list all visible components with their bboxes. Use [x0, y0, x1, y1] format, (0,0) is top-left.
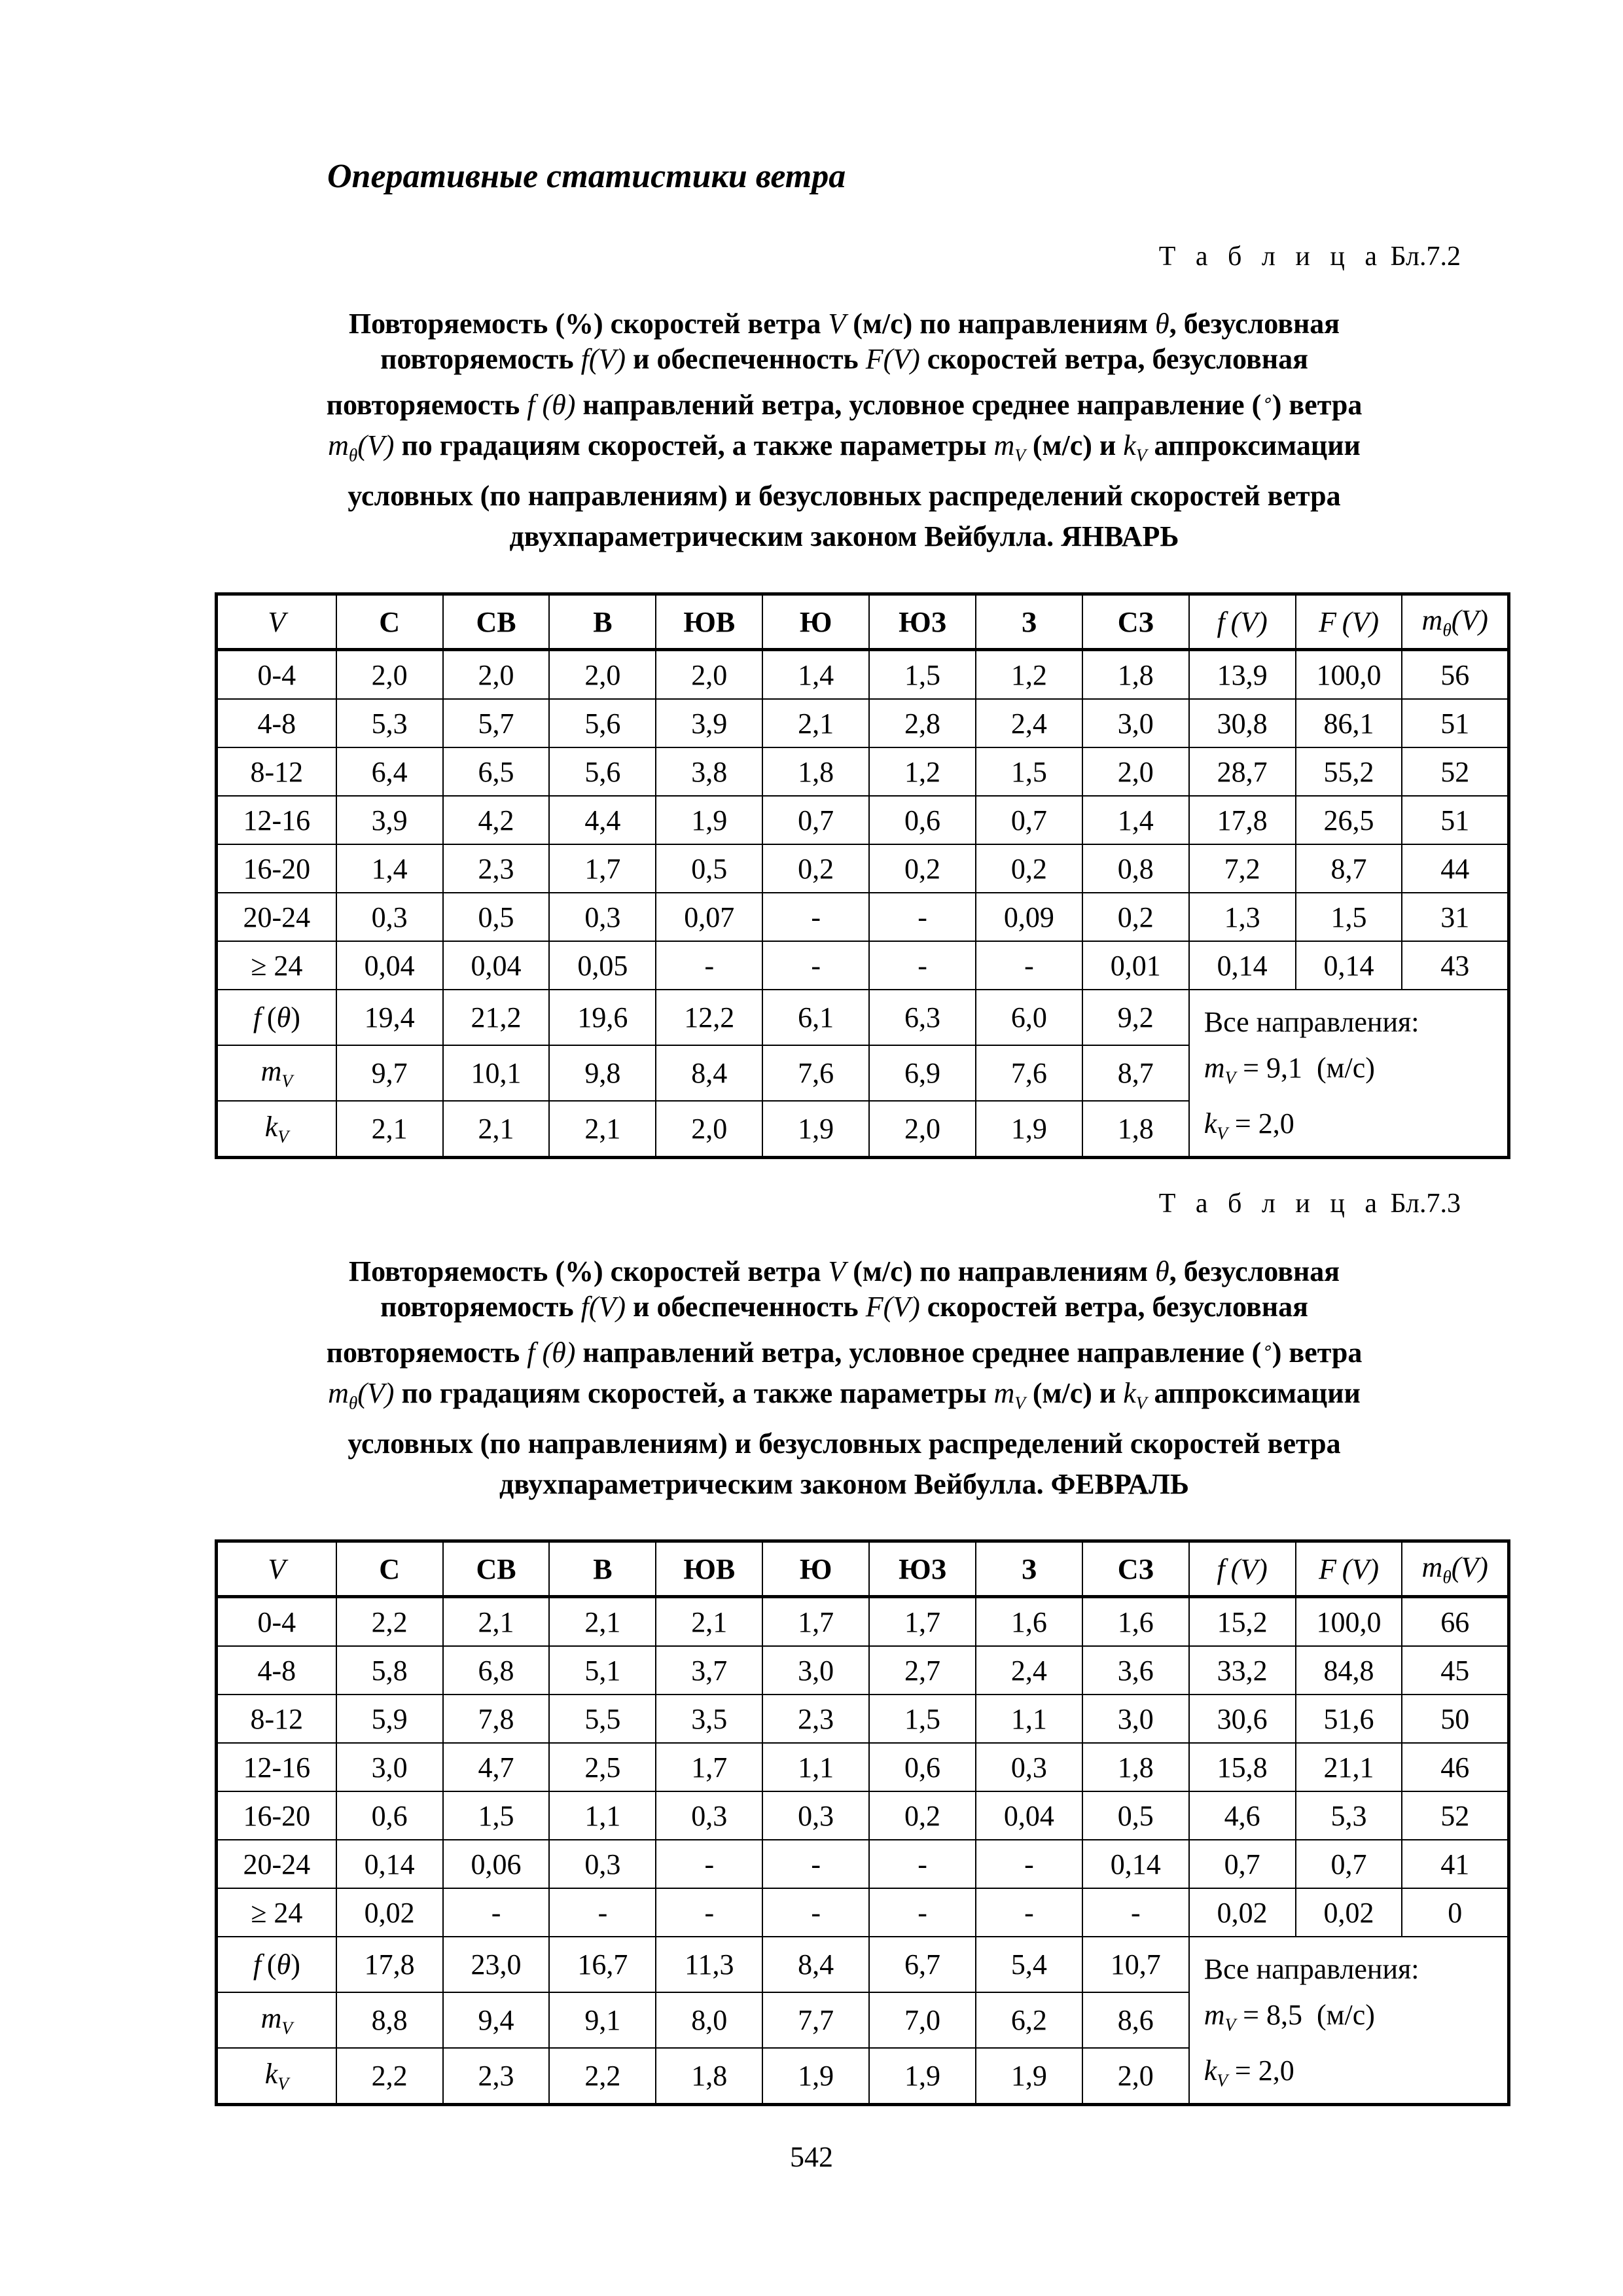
- value-cell: 9,4: [443, 1992, 550, 2048]
- value-cell: 7,7: [762, 1992, 869, 2048]
- value-cell: 1,1: [976, 1695, 1082, 1743]
- value-cell: 1,8: [656, 2048, 762, 2105]
- section-title: Оперативные статистики ветра: [327, 158, 846, 195]
- value-cell: 86,1: [1296, 699, 1402, 747]
- speed-range-cell: 20-24: [217, 893, 336, 941]
- value-cell: 1,5: [1296, 893, 1402, 941]
- table-row: [217, 699, 1509, 747]
- value-cell: 1,6: [976, 1597, 1082, 1647]
- value-cell: 0,2: [762, 844, 869, 893]
- value-cell: 52: [1402, 747, 1508, 796]
- table-row: [217, 650, 1509, 700]
- value-cell: 56: [1402, 650, 1508, 700]
- value-cell: 1,5: [443, 1791, 550, 1840]
- table-label: [1159, 241, 1461, 272]
- value-cell: 0,3: [656, 1791, 762, 1840]
- caption-line: Повторяемость (%) скоростей ветра V (м/с) по направлениям θ, безусловная: [348, 308, 1340, 340]
- value-cell: 0,09: [976, 893, 1082, 941]
- header-speed-symbol: V: [217, 1541, 336, 1597]
- table-row: [217, 1646, 1509, 1695]
- value-cell: 46: [1402, 1743, 1508, 1791]
- value-cell: 3,9: [336, 796, 443, 844]
- caption-line: повторяемость f(V) и обеспеченность F(V) скоростей ветра, безусловная: [380, 1291, 1308, 1323]
- value-cell: 28,7: [1189, 747, 1296, 796]
- caption-line: $m_\theta(V)$ по градациям скоростей, а также параметры $m_V$ (м/с) и $k_V$ аппроксимации: [328, 1377, 1361, 1413]
- value-cell: -: [976, 1888, 1082, 1937]
- value-cell: 5,9: [336, 1695, 443, 1743]
- caption-line: повторяемость f (θ) направлений ветра, условное среднее направление (∘) ветра: [326, 389, 1363, 422]
- value-cell: 1,3: [1189, 893, 1296, 941]
- speed-range-cell: 12-16: [217, 796, 336, 844]
- value-cell: 4,4: [549, 796, 656, 844]
- value-cell: -: [656, 1840, 762, 1888]
- value-cell: 3,5: [656, 1695, 762, 1743]
- table-body: [217, 1541, 1509, 2105]
- table-row: [217, 893, 1509, 941]
- value-cell: 0,5: [443, 893, 550, 941]
- summary-label-ft: f (θ): [217, 1937, 336, 1992]
- value-cell: 17,8: [336, 1937, 443, 1992]
- table-caption: [216, 306, 1472, 554]
- value-cell: 0,2: [869, 844, 976, 893]
- value-cell: 6,5: [443, 747, 550, 796]
- value-cell: 2,4: [976, 699, 1082, 747]
- value-cell: 0,02: [336, 1888, 443, 1937]
- value-cell: 2,0: [443, 650, 550, 700]
- value-cell: 0,7: [762, 796, 869, 844]
- value-cell: 16,7: [549, 1937, 656, 1992]
- value-cell: 2,2: [336, 1597, 443, 1647]
- value-cell: 9,8: [549, 1045, 656, 1101]
- value-cell: -: [1082, 1888, 1189, 1937]
- table-row: [217, 1597, 1509, 1647]
- value-cell: 6,2: [976, 1992, 1082, 2048]
- header-row: [217, 1541, 1509, 1597]
- wind-table: [215, 1539, 1510, 2106]
- value-cell: 6,7: [869, 1937, 976, 1992]
- header-direction: СЗ: [1082, 1541, 1189, 1597]
- summary-label-kv: $k_V$: [217, 2048, 336, 2105]
- value-cell: 5,8: [336, 1646, 443, 1695]
- value-cell: 5,6: [549, 747, 656, 796]
- value-cell: 2,0: [656, 1101, 762, 1158]
- value-cell: 0,6: [869, 796, 976, 844]
- all-directions-kv: $k_V = 2,0$: [1204, 1107, 1294, 1143]
- value-cell: 2,0: [656, 650, 762, 700]
- value-cell: 6,8: [443, 1646, 550, 1695]
- header-direction: ЮВ: [656, 1541, 762, 1597]
- value-cell: 13,9: [1189, 650, 1296, 700]
- value-cell: 1,4: [336, 844, 443, 893]
- caption-line: двухпараметрическим законом Вейбулла. ЯНВАРЬ: [509, 520, 1179, 552]
- value-cell: 6,1: [762, 990, 869, 1045]
- value-cell: 5,7: [443, 699, 550, 747]
- header-direction: З: [976, 594, 1082, 650]
- value-cell: 0,04: [336, 941, 443, 990]
- header-direction: СВ: [443, 594, 550, 650]
- value-cell: 7,6: [762, 1045, 869, 1101]
- header-fV-symbol: f (V): [1189, 1541, 1296, 1597]
- value-cell: 100,0: [1296, 650, 1402, 700]
- value-cell: 10,7: [1082, 1937, 1189, 1992]
- caption-line: повторяемость f (θ) направлений ветра, условное среднее направление (∘) ветра: [326, 1336, 1363, 1369]
- value-cell: 1,8: [1082, 650, 1189, 700]
- value-cell: -: [549, 1888, 656, 1937]
- value-cell: -: [762, 893, 869, 941]
- header-direction: В: [549, 1541, 656, 1597]
- value-cell: 2,1: [443, 1597, 550, 1647]
- summary-label-kv: $k_V$: [217, 1101, 336, 1158]
- speed-range-cell: 0-4: [217, 650, 336, 700]
- table-label-word: Т а б л и ц а: [1158, 1189, 1383, 1219]
- table-row: [217, 796, 1509, 844]
- value-cell: 1,9: [762, 1101, 869, 1158]
- caption-line: двухпараметрическим законом Вейбулла. ФЕВРАЛЬ: [499, 1467, 1190, 1500]
- value-cell: 5,1: [549, 1646, 656, 1695]
- value-cell: 1,4: [762, 650, 869, 700]
- value-cell: 2,2: [336, 2048, 443, 2105]
- header-direction: С: [336, 1541, 443, 1597]
- value-cell: 0,3: [762, 1791, 869, 1840]
- value-cell: 6,0: [976, 990, 1082, 1045]
- value-cell: 3,6: [1082, 1646, 1189, 1695]
- value-cell: 1,7: [762, 1597, 869, 1647]
- value-cell: 66: [1402, 1597, 1508, 1647]
- value-cell: -: [443, 1888, 550, 1937]
- value-cell: -: [869, 1840, 976, 1888]
- value-cell: 1,2: [976, 650, 1082, 700]
- caption-line: $m_\theta(V)$ по градациям скоростей, а также параметры $m_V$ (м/с) и $k_V$ аппроксимации: [328, 429, 1361, 465]
- value-cell: 15,8: [1189, 1743, 1296, 1791]
- value-cell: 0,2: [1082, 893, 1189, 941]
- value-cell: 7,0: [869, 1992, 976, 2048]
- value-cell: 0: [1402, 1888, 1508, 1937]
- value-cell: 7,2: [1189, 844, 1296, 893]
- value-cell: 0,04: [443, 941, 550, 990]
- value-cell: 0,14: [1189, 941, 1296, 990]
- all-directions-cell: [1189, 1937, 1509, 2105]
- value-cell: 1,7: [656, 1743, 762, 1791]
- value-cell: 0,04: [976, 1791, 1082, 1840]
- value-cell: 0,3: [336, 893, 443, 941]
- value-cell: 0,5: [656, 844, 762, 893]
- value-cell: 17,8: [1189, 796, 1296, 844]
- value-cell: 21,1: [1296, 1743, 1402, 1791]
- value-cell: 6,3: [869, 990, 976, 1045]
- caption-line: Повторяемость (%) скоростей ветра V (м/с) по направлениям θ, безусловная: [348, 1255, 1340, 1287]
- value-cell: 2,1: [549, 1597, 656, 1647]
- value-cell: 3,8: [656, 747, 762, 796]
- value-cell: 3,0: [1082, 1695, 1189, 1743]
- value-cell: 0,6: [336, 1791, 443, 1840]
- table-caption: [216, 1254, 1472, 1502]
- value-cell: 2,0: [549, 650, 656, 700]
- value-cell: 1,8: [762, 747, 869, 796]
- value-cell: 3,0: [1082, 699, 1189, 747]
- value-cell: 30,6: [1189, 1695, 1296, 1743]
- value-cell: 0,14: [1296, 941, 1402, 990]
- value-cell: 33,2: [1189, 1646, 1296, 1695]
- table-row: [217, 1888, 1509, 1937]
- value-cell: 19,4: [336, 990, 443, 1045]
- all-directions-kv: $k_V = 2,0$: [1204, 2054, 1294, 2090]
- value-cell: 100,0: [1296, 1597, 1402, 1647]
- all-directions-mv: $m_V = 8,5$ (м/с): [1204, 1999, 1375, 2035]
- value-cell: 2,8: [869, 699, 976, 747]
- speed-range-cell: 8-12: [217, 747, 336, 796]
- table-label-word: Т а б л и ц а: [1158, 242, 1383, 272]
- value-cell: 0,05: [549, 941, 656, 990]
- value-cell: 2,0: [1082, 2048, 1189, 2105]
- value-cell: 1,9: [869, 2048, 976, 2105]
- value-cell: 0,14: [336, 1840, 443, 1888]
- value-cell: 2,0: [336, 650, 443, 700]
- value-cell: 2,1: [336, 1101, 443, 1158]
- value-cell: 8,7: [1082, 1045, 1189, 1101]
- caption-line: условных (по направлениям) и безусловных распределений скоростей ветра: [348, 479, 1341, 512]
- value-cell: 0,8: [1082, 844, 1189, 893]
- header-direction: СЗ: [1082, 594, 1189, 650]
- value-cell: 8,4: [762, 1937, 869, 1992]
- value-cell: 9,2: [1082, 990, 1189, 1045]
- header-direction: ЮЗ: [869, 1541, 976, 1597]
- all-directions-title: Все направления:: [1204, 1006, 1419, 1038]
- value-cell: -: [762, 941, 869, 990]
- value-cell: 2,1: [762, 699, 869, 747]
- wind-table: [215, 592, 1510, 1159]
- all-directions-cell: [1189, 990, 1509, 1158]
- value-cell: 1,1: [762, 1743, 869, 1791]
- header-direction: ЮЗ: [869, 594, 976, 650]
- value-cell: 4,7: [443, 1743, 550, 1791]
- value-cell: 12,2: [656, 990, 762, 1045]
- value-cell: 55,2: [1296, 747, 1402, 796]
- all-directions-title: Все направления:: [1204, 1953, 1419, 1985]
- value-cell: 2,0: [1082, 747, 1189, 796]
- value-cell: -: [762, 1840, 869, 1888]
- value-cell: -: [656, 1888, 762, 1937]
- value-cell: 3,0: [762, 1646, 869, 1695]
- value-cell: 30,8: [1189, 699, 1296, 747]
- speed-range-cell: 8-12: [217, 1695, 336, 1743]
- value-cell: 21,2: [443, 990, 550, 1045]
- page-number: 542: [790, 2141, 833, 2173]
- value-cell: -: [976, 941, 1082, 990]
- header-direction: В: [549, 594, 656, 650]
- all-directions-mv: $m_V = 9,1$ (м/с): [1204, 1052, 1375, 1088]
- value-cell: 41: [1402, 1840, 1508, 1888]
- value-cell: 1,2: [869, 747, 976, 796]
- value-cell: 1,7: [549, 844, 656, 893]
- value-cell: 2,1: [656, 1597, 762, 1647]
- value-cell: -: [869, 893, 976, 941]
- header-FV-symbol: F (V): [1296, 594, 1402, 650]
- value-cell: 0,7: [976, 796, 1082, 844]
- value-cell: 0,7: [1189, 1840, 1296, 1888]
- value-cell: 1,5: [869, 1695, 976, 1743]
- speed-range-cell: 4-8: [217, 699, 336, 747]
- value-cell: 2,3: [762, 1695, 869, 1743]
- value-cell: 8,7: [1296, 844, 1402, 893]
- header-FV-symbol: F (V): [1296, 1541, 1402, 1597]
- speed-range-cell: ≥ 24: [217, 1888, 336, 1937]
- value-cell: 0,7: [1296, 1840, 1402, 1888]
- summary-row: [217, 1937, 1509, 1992]
- value-cell: 45: [1402, 1646, 1508, 1695]
- value-cell: 0,3: [976, 1743, 1082, 1791]
- value-cell: 2,3: [443, 844, 550, 893]
- value-cell: 5,5: [549, 1695, 656, 1743]
- header-direction: С: [336, 594, 443, 650]
- value-cell: 5,6: [549, 699, 656, 747]
- value-cell: 0,5: [1082, 1791, 1189, 1840]
- value-cell: -: [976, 1840, 1082, 1888]
- value-cell: 52: [1402, 1791, 1508, 1840]
- value-cell: 51: [1402, 699, 1508, 747]
- value-cell: 7,6: [976, 1045, 1082, 1101]
- value-cell: -: [869, 1888, 976, 1937]
- header-speed-symbol: V: [217, 594, 336, 650]
- value-cell: 51: [1402, 796, 1508, 844]
- value-cell: 10,1: [443, 1045, 550, 1101]
- table-row: [217, 1743, 1509, 1791]
- summary-label-mv: $m_V$: [217, 1045, 336, 1101]
- header-direction: СВ: [443, 1541, 550, 1597]
- value-cell: 3,9: [656, 699, 762, 747]
- value-cell: 31: [1402, 893, 1508, 941]
- value-cell: 1,9: [762, 2048, 869, 2105]
- value-cell: 1,7: [869, 1597, 976, 1647]
- header-fV-symbol: f (V): [1189, 594, 1296, 650]
- value-cell: 1,9: [656, 796, 762, 844]
- value-cell: 1,8: [1082, 1101, 1189, 1158]
- value-cell: 0,14: [1082, 1840, 1189, 1888]
- value-cell: 8,4: [656, 1045, 762, 1101]
- value-cell: 1,1: [549, 1791, 656, 1840]
- value-cell: -: [656, 941, 762, 990]
- value-cell: 11,3: [656, 1937, 762, 1992]
- value-cell: 3,0: [336, 1743, 443, 1791]
- summary-label-ft: f (θ): [217, 990, 336, 1045]
- value-cell: 2,1: [549, 1101, 656, 1158]
- value-cell: 0,6: [869, 1743, 976, 1791]
- table-row: [217, 1840, 1509, 1888]
- table-body: [217, 594, 1509, 1158]
- value-cell: 4,6: [1189, 1791, 1296, 1840]
- value-cell: 50: [1402, 1695, 1508, 1743]
- value-cell: 84,8: [1296, 1646, 1402, 1695]
- value-cell: 51,6: [1296, 1695, 1402, 1743]
- value-cell: 7,8: [443, 1695, 550, 1743]
- table-label: [1159, 1188, 1461, 1219]
- speed-range-cell: ≥ 24: [217, 941, 336, 990]
- value-cell: 0,01: [1082, 941, 1189, 990]
- summary-row: [217, 990, 1509, 1045]
- value-cell: 8,8: [336, 1992, 443, 2048]
- speed-range-cell: 20-24: [217, 1840, 336, 1888]
- value-cell: 1,9: [976, 2048, 1082, 2105]
- value-cell: 0,02: [1296, 1888, 1402, 1937]
- value-cell: 6,9: [869, 1045, 976, 1101]
- table-row: [217, 1791, 1509, 1840]
- value-cell: 0,3: [549, 893, 656, 941]
- header-direction: Ю: [762, 1541, 869, 1597]
- value-cell: 1,5: [869, 650, 976, 700]
- value-cell: 15,2: [1189, 1597, 1296, 1647]
- value-cell: 5,3: [336, 699, 443, 747]
- value-cell: 2,7: [869, 1646, 976, 1695]
- value-cell: 2,2: [549, 2048, 656, 2105]
- header-direction: Ю: [762, 594, 869, 650]
- header-direction: З: [976, 1541, 1082, 1597]
- value-cell: 0,2: [976, 844, 1082, 893]
- value-cell: 9,1: [549, 1992, 656, 2048]
- value-cell: 2,3: [443, 2048, 550, 2105]
- value-cell: 19,6: [549, 990, 656, 1045]
- value-cell: 0,3: [549, 1840, 656, 1888]
- speed-range-cell: 16-20: [217, 1791, 336, 1840]
- value-cell: 1,4: [1082, 796, 1189, 844]
- speed-range-cell: 12-16: [217, 1743, 336, 1791]
- table-label-number: Бл.7.2: [1390, 242, 1461, 272]
- value-cell: 1,6: [1082, 1597, 1189, 1647]
- header-direction: ЮВ: [656, 594, 762, 650]
- table-label-number: Бл.7.3: [1390, 1189, 1461, 1219]
- value-cell: 26,5: [1296, 796, 1402, 844]
- value-cell: 2,1: [443, 1101, 550, 1158]
- value-cell: -: [869, 941, 976, 990]
- value-cell: 8,0: [656, 1992, 762, 2048]
- table-row: [217, 941, 1509, 990]
- table-row: [217, 1695, 1509, 1743]
- header-mtV-symbol: $m_\theta(V)$: [1402, 594, 1508, 650]
- value-cell: 6,4: [336, 747, 443, 796]
- value-cell: 4,2: [443, 796, 550, 844]
- value-cell: 9,7: [336, 1045, 443, 1101]
- header-row: [217, 594, 1509, 650]
- value-cell: 5,3: [1296, 1791, 1402, 1840]
- value-cell: 0,07: [656, 893, 762, 941]
- value-cell: 2,4: [976, 1646, 1082, 1695]
- value-cell: 0,2: [869, 1791, 976, 1840]
- speed-range-cell: 0-4: [217, 1597, 336, 1647]
- value-cell: 23,0: [443, 1937, 550, 1992]
- value-cell: 2,0: [869, 1101, 976, 1158]
- caption-line: повторяемость f(V) и обеспеченность F(V) скоростей ветра, безусловная: [380, 343, 1308, 375]
- header-mtV-symbol: $m_\theta(V)$: [1402, 1541, 1508, 1597]
- value-cell: 2,5: [549, 1743, 656, 1791]
- value-cell: 8,6: [1082, 1992, 1189, 2048]
- caption-line: условных (по направлениям) и безусловных распределений скоростей ветра: [348, 1427, 1341, 1460]
- value-cell: -: [762, 1888, 869, 1937]
- value-cell: 5,4: [976, 1937, 1082, 1992]
- value-cell: 44: [1402, 844, 1508, 893]
- summary-label-mv: $m_V$: [217, 1992, 336, 2048]
- value-cell: 0,06: [443, 1840, 550, 1888]
- value-cell: 3,7: [656, 1646, 762, 1695]
- value-cell: 0,02: [1189, 1888, 1296, 1937]
- table-row: [217, 747, 1509, 796]
- value-cell: 1,5: [976, 747, 1082, 796]
- table-row: [217, 844, 1509, 893]
- value-cell: 1,8: [1082, 1743, 1189, 1791]
- speed-range-cell: 16-20: [217, 844, 336, 893]
- value-cell: 43: [1402, 941, 1508, 990]
- speed-range-cell: 4-8: [217, 1646, 336, 1695]
- value-cell: 1,9: [976, 1101, 1082, 1158]
